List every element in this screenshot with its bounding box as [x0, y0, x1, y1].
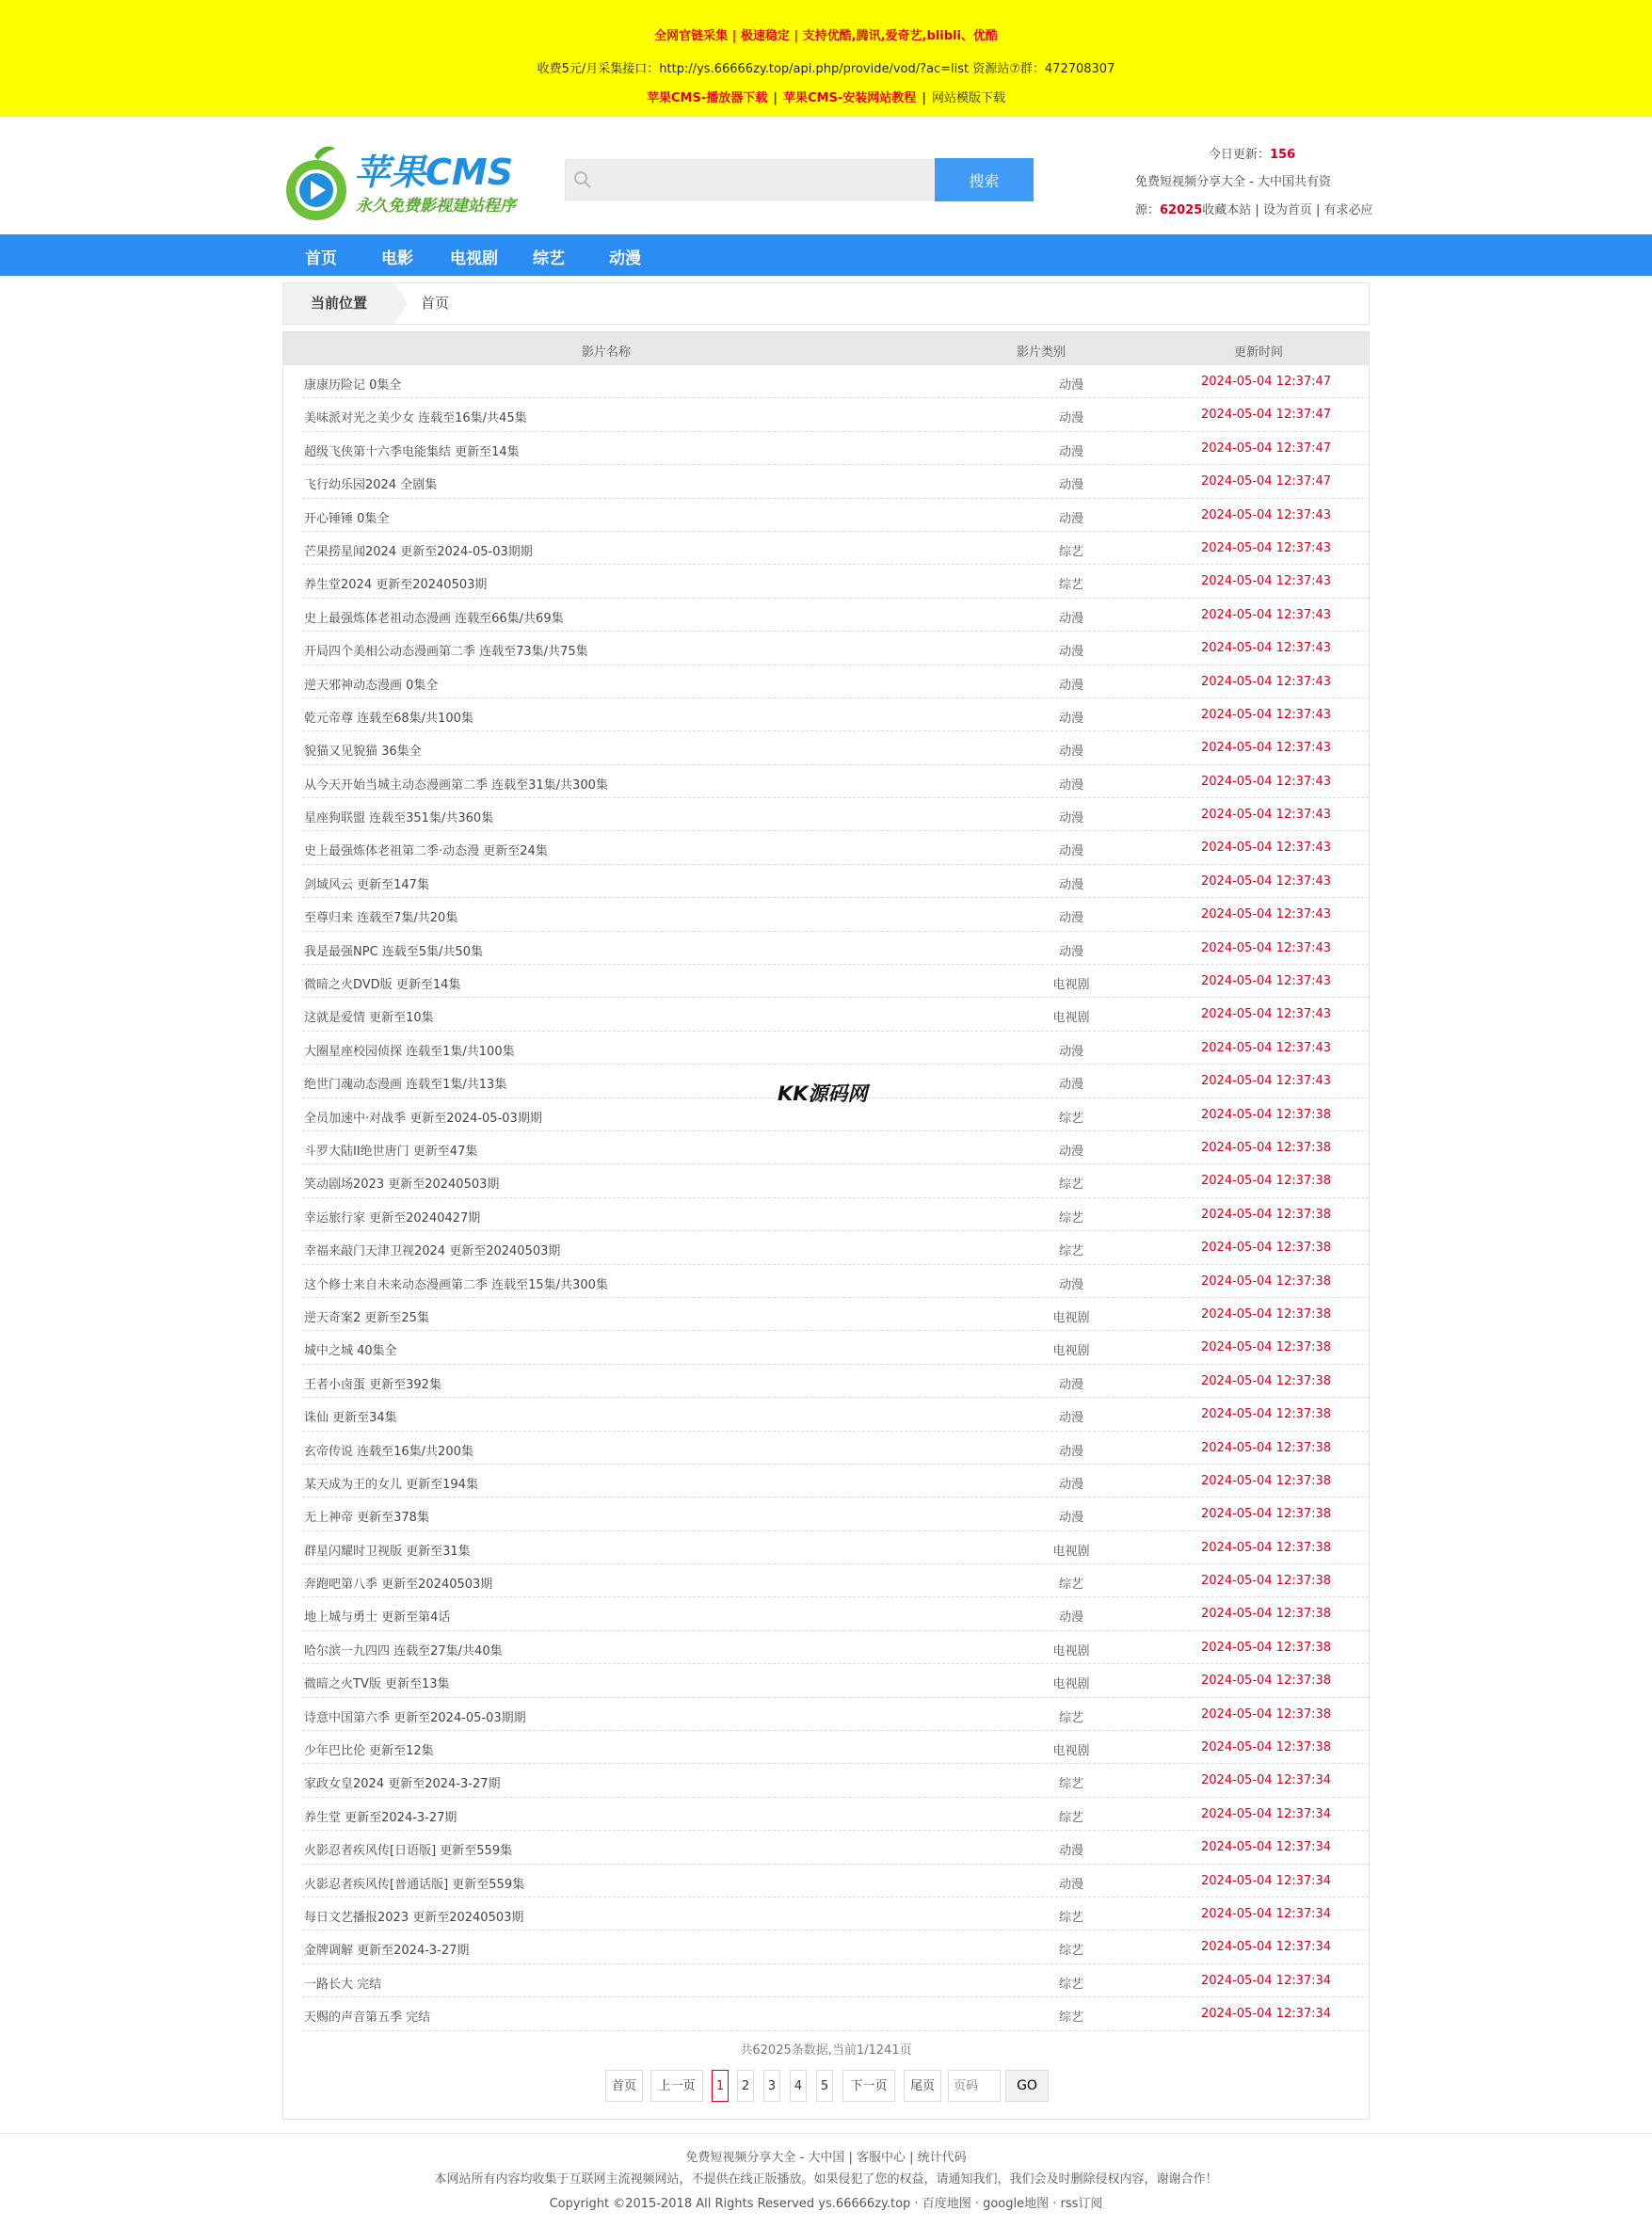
- table-row[interactable]: [283, 998, 1369, 1031]
- table-row[interactable]: [283, 465, 1369, 498]
- video-category: 动漫: [1058, 1411, 1083, 1426]
- video-title-link[interactable]: 开心锤锤 0集全: [304, 511, 390, 526]
- video-update-time: 2024-05-04 12:37:43: [1201, 1040, 1332, 1055]
- pagination-info: 共62025条数据,当前1/1241页: [740, 2043, 912, 2058]
- video-title-link[interactable]: 城中之城 40集全: [304, 1344, 397, 1359]
- video-update-time: 2024-05-04 12:37:38: [1201, 1407, 1332, 1422]
- logo-title: 苹果CMS: [354, 152, 514, 193]
- total-count: 62025: [1160, 203, 1203, 217]
- video-update-time: 2024-05-04 12:37:47: [1201, 441, 1332, 456]
- table-row[interactable]: [283, 1631, 1369, 1664]
- video-update-time: 2024-05-04 12:37:38: [1201, 1640, 1332, 1655]
- page-last-button[interactable]: 尾页: [904, 2070, 941, 2102]
- video-title-link[interactable]: 金牌调解 更新至2024-3-27期: [304, 1944, 470, 1959]
- table-row[interactable]: [283, 1831, 1369, 1864]
- video-update-time: 2024-05-04 12:37:38: [1201, 1107, 1332, 1122]
- main-nav: [0, 234, 1652, 276]
- video-update-time: 2024-05-04 12:37:47: [1201, 375, 1332, 389]
- table-row[interactable]: [283, 365, 1369, 398]
- video-category: 综艺: [1058, 1578, 1083, 1593]
- video-update-time: 2024-05-04 12:37:43: [1201, 741, 1332, 756]
- header-quick-links[interactable]: 收藏本站 | 设为首页 | 有求必应: [1202, 203, 1373, 217]
- video-category: 动漫: [1058, 1277, 1083, 1292]
- video-category: 动漫: [1058, 678, 1083, 693]
- video-update-time: 2024-05-04 12:37:38: [1201, 1241, 1332, 1256]
- video-title-link[interactable]: 玄帝传说 连载至16集/共200集: [304, 1444, 473, 1459]
- video-update-time: 2024-05-04 12:37:34: [1201, 1973, 1332, 1988]
- video-title-link[interactable]: 逆天奇案2 更新至25集: [304, 1310, 429, 1325]
- table-row[interactable]: [283, 765, 1369, 798]
- video-title-link[interactable]: 诗意中国第六季 更新至2024-05-03期期: [304, 1710, 526, 1725]
- table-row[interactable]: [283, 1531, 1369, 1564]
- video-update-time: 2024-05-04 12:37:38: [1201, 1140, 1332, 1155]
- logo-subtitle: 永久免费影视建站程序: [356, 197, 516, 216]
- video-category: 电视剧: [1052, 978, 1090, 993]
- video-title-link[interactable]: 乾元帝尊 连载至68集/共100集: [304, 711, 473, 726]
- table-body: [283, 365, 1369, 2031]
- video-title-link[interactable]: 王者小卤蛋 更新至392集: [304, 1377, 441, 1392]
- table-row[interactable]: [283, 1164, 1369, 1197]
- table-row[interactable]: [283, 1265, 1369, 1298]
- banner-api-info: 收费5元/月采集接口：http://ys.66666zy.top/api.php/provide/vod/?ac=list 资源站⑦群：472708307: [537, 62, 1115, 76]
- search-input[interactable]: [598, 160, 931, 201]
- video-category: 动漫: [1058, 911, 1083, 926]
- video-category: 综艺: [1058, 1710, 1083, 1725]
- video-category: 电视剧: [1052, 1677, 1090, 1692]
- video-update-time: 2024-05-04 12:37:34: [1201, 1940, 1332, 1955]
- table-row[interactable]: [283, 1764, 1369, 1797]
- video-title-link[interactable]: 星座狗联盟 连载至351集/共360集: [304, 811, 494, 826]
- video-category: 动漫: [1058, 877, 1083, 892]
- table-row[interactable]: [283, 1432, 1369, 1465]
- video-title-link[interactable]: 幸福来敲门天津卫视2024 更新至20240503期: [304, 1244, 561, 1259]
- nav-item-home[interactable]: 首页: [305, 249, 337, 268]
- video-category: 动漫: [1058, 411, 1083, 426]
- table-row[interactable]: [283, 965, 1369, 998]
- video-update-time: 2024-05-04 12:37:38: [1201, 1207, 1332, 1222]
- video-update-time: 2024-05-04 12:37:43: [1201, 841, 1332, 856]
- table-row[interactable]: [283, 798, 1369, 831]
- video-title-link[interactable]: 养生堂2024 更新至20240503期: [304, 578, 488, 593]
- video-title-link[interactable]: 无上神帝 更新至378集: [304, 1511, 429, 1526]
- video-update-time: 2024-05-04 12:37:38: [1201, 1740, 1332, 1755]
- video-title-link[interactable]: 每日文艺播报2023 更新至20240503期: [304, 1910, 524, 1925]
- video-title-link[interactable]: 我是最强NPC 连载至5集/共50集: [304, 944, 483, 959]
- video-category: 电视剧: [1052, 1643, 1090, 1658]
- video-category: 综艺: [1058, 1910, 1083, 1925]
- site-header: [0, 117, 1652, 234]
- video-category: 动漫: [1058, 1877, 1083, 1892]
- video-category: 动漫: [1058, 1444, 1083, 1459]
- top-banner: [0, 0, 1652, 117]
- table-row[interactable]: [283, 565, 1369, 598]
- video-update-time: 2024-05-04 12:37:34: [1201, 1840, 1332, 1855]
- video-title-link[interactable]: 这个修士来自未来动态漫画第二季 连载至15集/共300集: [304, 1277, 608, 1292]
- banner-link-player-download[interactable]: 苹果CMS-播放器下载: [646, 91, 768, 105]
- video-update-time: 2024-05-04 12:37:47: [1201, 474, 1332, 489]
- video-category: 综艺: [1058, 1810, 1083, 1825]
- table-row[interactable]: [283, 532, 1369, 565]
- video-update-time: 2024-05-04 12:37:38: [1201, 1540, 1332, 1555]
- video-update-time: 2024-05-04 12:37:38: [1201, 1174, 1332, 1189]
- video-title-link[interactable]: 貌猫又见貌猫 36集全: [304, 745, 422, 760]
- video-title-link[interactable]: 地上城与勇士 更新至第4话: [304, 1610, 451, 1626]
- video-category: 动漫: [1058, 1078, 1083, 1093]
- table-row[interactable]: [283, 1198, 1369, 1231]
- video-title-link[interactable]: 芒果捞星闻2024 更新至2024-05-03期期: [304, 544, 533, 559]
- banner-separator: |: [922, 91, 926, 105]
- video-update-time: 2024-05-04 12:37:43: [1201, 974, 1332, 989]
- table-row[interactable]: [283, 1664, 1369, 1697]
- video-title-link[interactable]: 美味派对光之美少女 连载至16集/共45集: [304, 411, 527, 426]
- banner-links: [0, 88, 1652, 105]
- table-row[interactable]: [283, 898, 1369, 931]
- column-header-updated: 更新时间: [1234, 345, 1284, 360]
- video-update-time: 2024-05-04 12:37:38: [1201, 1340, 1332, 1355]
- breadcrumb-label: 当前位置: [283, 283, 394, 324]
- video-category: 动漫: [1058, 745, 1083, 760]
- total-prefix: 源：: [1135, 203, 1161, 217]
- video-update-time: 2024-05-04 12:37:43: [1201, 607, 1332, 622]
- table-row[interactable]: [283, 1997, 1369, 2030]
- video-title-link[interactable]: 从今天开始当城主动态漫画第二季 连载至31集/共300集: [304, 777, 608, 793]
- video-update-time: 2024-05-04 12:37:38: [1201, 1440, 1332, 1455]
- video-update-time: 2024-05-04 12:37:43: [1201, 674, 1332, 689]
- breadcrumb-arrow: [394, 283, 408, 324]
- footer-disclaimer: 本网站所有内容均收集于互联网主流视频网站，不提供在线正版播放。如果侵犯了您的权益，请通知我们，我们会及时删除侵权内容，谢谢合作！: [434, 2172, 1218, 2187]
- video-update-time: 2024-05-04 12:37:38: [1201, 1306, 1332, 1322]
- video-update-time: 2024-05-04 12:37:34: [1201, 1906, 1332, 1921]
- table-row[interactable]: [283, 1964, 1369, 1997]
- video-category: 综艺: [1058, 1977, 1083, 1992]
- video-title-link[interactable]: 火影忍者疾风传[普通话版] 更新至559集: [304, 1877, 525, 1892]
- page-number-button[interactable]: 3: [763, 2070, 780, 2102]
- video-title-link[interactable]: 微暗之火TV版 更新至13集: [304, 1677, 450, 1692]
- table-row[interactable]: [283, 1597, 1369, 1630]
- video-update-time: 2024-05-04 12:37:43: [1201, 707, 1332, 722]
- video-category: 综艺: [1058, 1777, 1083, 1792]
- video-title-link[interactable]: 一路长大 完结: [304, 1977, 382, 1992]
- table-row[interactable]: [283, 1365, 1369, 1398]
- video-category: 动漫: [1058, 1044, 1083, 1059]
- video-category: 动漫: [1058, 1144, 1083, 1159]
- video-category: 动漫: [1058, 1377, 1083, 1392]
- video-update-time: 2024-05-04 12:37:43: [1201, 940, 1332, 955]
- video-title-link[interactable]: 逆天邪神动态漫画 0集全: [304, 678, 439, 693]
- search-button[interactable]: 搜索: [935, 158, 1034, 201]
- table-row[interactable]: [283, 1498, 1369, 1530]
- video-category: 动漫: [1058, 811, 1083, 826]
- page-number-button-current[interactable]: 1: [712, 2070, 729, 2102]
- nav-item-anime[interactable]: 动漫: [609, 249, 641, 268]
- pagination: [283, 2070, 1369, 2104]
- video-title-link[interactable]: 群星闪耀时卫视版 更新至31集: [304, 1544, 471, 1559]
- table-row[interactable]: [283, 398, 1369, 431]
- video-title-link[interactable]: 剑域风云 更新至147集: [304, 877, 429, 892]
- video-title-link[interactable]: 康康历险记 0集全: [304, 378, 402, 393]
- site-footer: [0, 2133, 1652, 2227]
- video-title-link[interactable]: 这就是爱情 更新至10集: [304, 1011, 434, 1026]
- video-category: 动漫: [1058, 1610, 1083, 1626]
- table-row[interactable]: [283, 1564, 1369, 1597]
- video-list-panel: [282, 331, 1370, 2120]
- video-update-time: 2024-05-04 12:37:43: [1201, 540, 1332, 555]
- watermark-text: KK源码网: [778, 1082, 868, 1105]
- video-category: 动漫: [1058, 1511, 1083, 1526]
- footer-links[interactable]: 免费短视频分享大全 - 大中国 | 客服中心 | 统计代码: [685, 2151, 967, 2165]
- video-category: 动漫: [1058, 645, 1083, 660]
- table-row[interactable]: [283, 1231, 1369, 1264]
- video-category: 综艺: [1058, 1944, 1083, 1959]
- total-resources: [1135, 200, 1373, 217]
- table-row[interactable]: [283, 1465, 1369, 1498]
- table-row[interactable]: [283, 599, 1369, 632]
- page-number-input[interactable]: [948, 2070, 1001, 2102]
- video-category: 电视剧: [1052, 1544, 1090, 1559]
- video-title-link[interactable]: 微暗之火DVD版 更新至14集: [304, 978, 461, 993]
- video-title-link[interactable]: 大圈星座校园侦探 连载至1集/共100集: [304, 1044, 515, 1059]
- video-category: 综艺: [1058, 1111, 1083, 1126]
- video-category: 动漫: [1058, 378, 1083, 393]
- table-row[interactable]: [283, 1731, 1369, 1764]
- video-title-link[interactable]: 奔跑吧第八季 更新至20240503期: [304, 1578, 493, 1593]
- video-category: 综艺: [1058, 1178, 1083, 1193]
- video-category: 动漫: [1058, 1844, 1083, 1859]
- video-update-time: 2024-05-04 12:37:38: [1201, 1373, 1332, 1388]
- video-category: 动漫: [1058, 611, 1083, 626]
- page-go-button[interactable]: GO: [1005, 2070, 1049, 2102]
- video-title-link[interactable]: 史上最强炼体老祖第二季·动态漫 更新至24集: [304, 844, 548, 859]
- table-row[interactable]: [283, 1798, 1369, 1831]
- video-title-link[interactable]: 某天成为王的女儿 更新至194集: [304, 1477, 478, 1492]
- column-header-category: 影片类别: [1017, 345, 1067, 360]
- video-title-link[interactable]: 家政女皇2024 更新至2024-3-27期: [304, 1777, 501, 1792]
- table-row[interactable]: [283, 1865, 1369, 1898]
- video-category: 电视剧: [1052, 1011, 1090, 1026]
- video-category: 动漫: [1058, 444, 1083, 459]
- video-category: 综艺: [1058, 578, 1083, 593]
- video-category: 综艺: [1058, 544, 1083, 559]
- page-next-button[interactable]: 下一页: [842, 2070, 895, 2102]
- video-category: 综艺: [1058, 2011, 1083, 2026]
- video-category: 动漫: [1058, 711, 1083, 726]
- search-icon: [573, 170, 592, 189]
- video-category: 综艺: [1058, 1244, 1083, 1259]
- video-title-link[interactable]: 飞行幼乐园2024 全剧集: [304, 478, 438, 493]
- video-update-time: 2024-05-04 12:37:43: [1201, 873, 1332, 889]
- video-update-time: 2024-05-04 12:37:38: [1201, 1674, 1332, 1689]
- breadcrumb: [282, 282, 1370, 325]
- video-title-link[interactable]: 笑动剧场2023 更新至20240503期: [304, 1178, 500, 1193]
- video-update-time: 2024-05-04 12:37:34: [1201, 1873, 1332, 1888]
- video-title-link[interactable]: 全员加速中·对战季 更新至2024-05-03期期: [304, 1111, 542, 1126]
- today-update-count: 156: [1269, 148, 1296, 162]
- footer-copyright: Copyright ©2015-2018 All Rights Reserved ys.66666zy.top · 百度地图 · google地图 · rss订阅: [549, 2197, 1103, 2211]
- video-category: 电视剧: [1052, 1744, 1090, 1759]
- video-update-time: 2024-05-04 12:37:47: [1201, 408, 1332, 423]
- page-number-button[interactable]: 2: [737, 2070, 754, 2102]
- video-title-link[interactable]: 天赐的声音第五季 完结: [304, 2011, 431, 2026]
- table-row[interactable]: [283, 432, 1369, 465]
- video-update-time: 2024-05-04 12:37:43: [1201, 774, 1332, 789]
- nav-item-variety[interactable]: 综艺: [533, 249, 565, 268]
- video-title-link[interactable]: 养生堂 更新至2024-3-27期: [304, 1810, 457, 1825]
- video-category: 动漫: [1058, 777, 1083, 793]
- page-prev-button[interactable]: 上一页: [650, 2070, 703, 2102]
- nav-item-movies[interactable]: 电影: [381, 249, 413, 268]
- table-row[interactable]: [283, 1331, 1369, 1364]
- video-update-time: 2024-05-04 12:37:34: [1201, 1806, 1332, 1821]
- banner-headline: 全网官链采集 | 极速稳定 | 支持优酷,腾讯,爱奇艺,blibli、优酷: [654, 29, 998, 43]
- video-update-time: 2024-05-04 12:37:38: [1201, 1574, 1332, 1589]
- video-update-time: 2024-05-04 12:37:43: [1201, 507, 1332, 522]
- video-title-link[interactable]: 少年巴比伦 更新至12集: [304, 1744, 434, 1759]
- site-logo[interactable]: [282, 143, 541, 222]
- breadcrumb-current[interactable]: 首页: [421, 295, 450, 312]
- video-category: 动漫: [1058, 844, 1083, 859]
- table-row[interactable]: [283, 1298, 1369, 1331]
- video-category: 动漫: [1058, 944, 1083, 959]
- table-row[interactable]: [283, 1698, 1369, 1731]
- nav-item-tv-series[interactable]: 电视剧: [450, 249, 498, 268]
- table-row[interactable]: [283, 865, 1369, 898]
- video-update-time: 2024-05-04 12:37:43: [1201, 1007, 1332, 1022]
- table-row[interactable]: [283, 1032, 1369, 1065]
- video-update-time: 2024-05-04 12:37:38: [1201, 1706, 1332, 1722]
- page-number-button[interactable]: 5: [816, 2070, 833, 2102]
- banner-link-install-tutorial[interactable]: 苹果CMS-安装网站教程: [782, 91, 917, 105]
- video-category: 综艺: [1058, 1210, 1083, 1226]
- video-update-time: 2024-05-04 12:37:38: [1201, 1473, 1332, 1488]
- table-row[interactable]: [283, 1131, 1369, 1164]
- table-row[interactable]: [283, 731, 1369, 764]
- video-category: 动漫: [1058, 511, 1083, 526]
- table-row[interactable]: [283, 1931, 1369, 1963]
- table-row[interactable]: [283, 499, 1369, 532]
- video-title-link[interactable]: 至尊归来 连载至7集/共20集: [304, 911, 458, 926]
- today-update: [1120, 144, 1384, 162]
- video-update-time: 2024-05-04 12:37:34: [1201, 1773, 1332, 1788]
- site-slogan: 免费短视频分享大全 - 大中国共有资: [1135, 175, 1331, 189]
- column-header-title: 影片名称: [582, 345, 632, 360]
- video-title-link[interactable]: 超级飞侠第十六季电能集结 更新至14集: [304, 444, 520, 459]
- video-update-time: 2024-05-04 12:37:43: [1201, 641, 1332, 656]
- today-update-label: 今日更新：: [1208, 148, 1270, 162]
- video-category: 动漫: [1058, 478, 1083, 493]
- page-first-button[interactable]: 首页: [605, 2070, 643, 2102]
- video-title-link[interactable]: 史上最强炼体老祖动态漫画 连载至66集/共69集: [304, 611, 564, 626]
- video-title-link[interactable]: 诛仙 更新至34集: [304, 1411, 397, 1426]
- table-row[interactable]: [283, 632, 1369, 665]
- search-box: [565, 159, 936, 200]
- video-update-time: 2024-05-04 12:37:34: [1201, 2007, 1332, 2022]
- banner-link-template-download[interactable]: 网站模版下载: [931, 91, 1005, 105]
- video-title-link[interactable]: 火影忍者疾风传[日语版] 更新至559集: [304, 1844, 513, 1859]
- video-title-link[interactable]: 绝世门魂动态漫画 连载至1集/共13集: [304, 1078, 507, 1093]
- video-category: 电视剧: [1052, 1310, 1090, 1325]
- table-row[interactable]: [283, 1398, 1369, 1431]
- video-update-time: 2024-05-04 12:37:43: [1201, 1074, 1332, 1089]
- video-category: 动漫: [1058, 1477, 1083, 1492]
- page-number-button[interactable]: 4: [790, 2070, 807, 2102]
- table-row[interactable]: [283, 665, 1369, 698]
- banner-separator: |: [773, 91, 778, 105]
- video-category: 电视剧: [1052, 1344, 1090, 1359]
- video-title-link[interactable]: 幸运旅行家 更新至20240427期: [304, 1210, 481, 1226]
- video-update-time: 2024-05-04 12:37:43: [1201, 907, 1332, 922]
- table-row[interactable]: [283, 932, 1369, 965]
- video-update-time: 2024-05-04 12:37:38: [1201, 1274, 1332, 1289]
- table-header: [283, 332, 1369, 365]
- video-update-time: 2024-05-04 12:37:43: [1201, 574, 1332, 589]
- video-title-link[interactable]: 斗罗大陆II绝世唐门 更新至47集: [304, 1144, 478, 1159]
- video-title-link[interactable]: 开局四个美相公动态漫画第二季 连载至73集/共75集: [304, 645, 588, 660]
- table-row[interactable]: [283, 1898, 1369, 1931]
- table-row[interactable]: [283, 831, 1369, 864]
- video-update-time: 2024-05-04 12:37:43: [1201, 808, 1332, 823]
- video-update-time: 2024-05-04 12:37:38: [1201, 1607, 1332, 1622]
- video-update-time: 2024-05-04 12:37:38: [1201, 1507, 1332, 1522]
- table-row[interactable]: [283, 698, 1369, 731]
- video-title-link[interactable]: 哈尔滨一九四四 连载至27集/共40集: [304, 1643, 503, 1658]
- header-info: [1120, 144, 1384, 217]
